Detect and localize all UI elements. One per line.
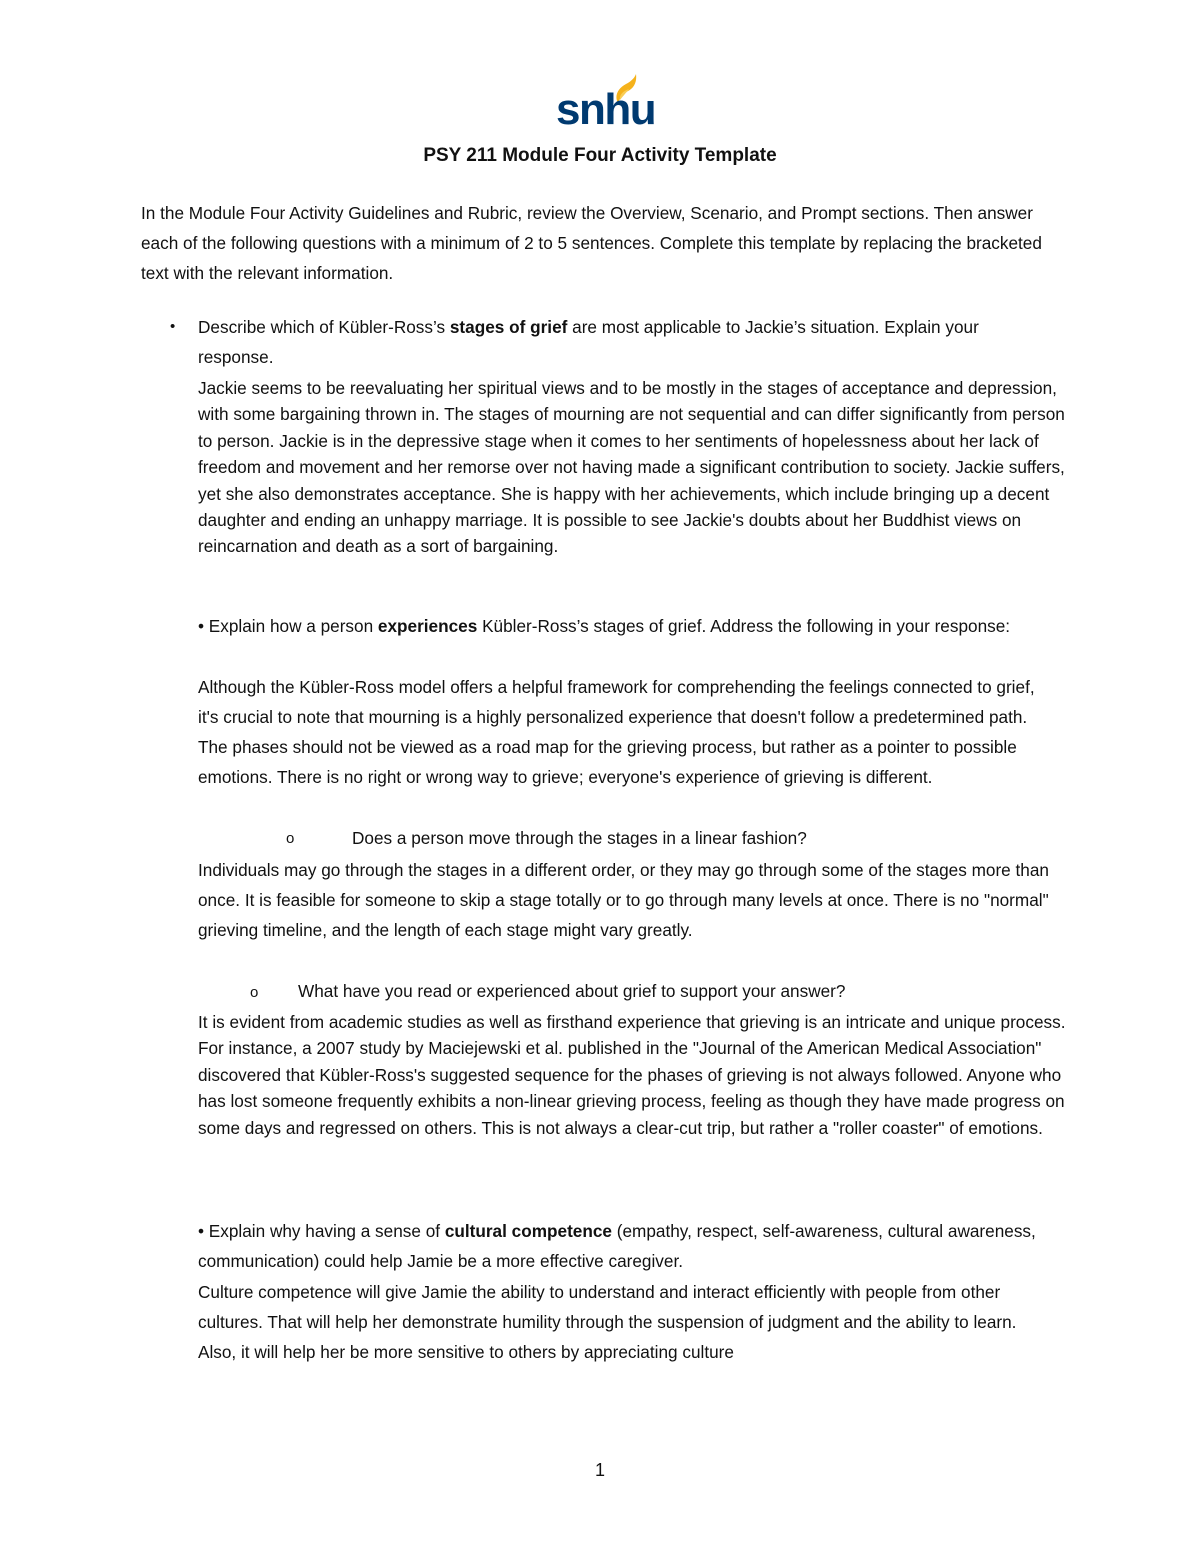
bullet-marker: • — [198, 616, 205, 636]
question-3 — [198, 1216, 1058, 1276]
question-2-prefix: Explain how a person — [204, 616, 378, 636]
answer-2: Although the Kübler-Ross model offers a helpful framework for comprehending the feelings connected to grief, it's crucial to note that mourning is a highly personalized experience that doesn't follow a predetermined path. The phases should not be viewed as a road map for the grieving process, but rather as a pointer to possible emotions. There is no right or wrong way to grieve; everyone's experience of grieving is different. — [198, 677, 1035, 787]
snhu-logo — [556, 74, 656, 134]
question-2 — [198, 611, 1058, 641]
question-1 — [198, 312, 1058, 372]
sub-answer-2: It is evident from academic studies as well as firsthand experience that grieving is an intricate and unique process. For instance, a 2007 study by Maciejewski et al. published in the "Journal of the American Medical Association" discovered that Kübler-Ross's suggested sequence for the phases of grieving is not always followed. Anyone who has lost someone frequently exhibits a non-linear grieving process, feeling as though they have made progress on some days and regressed on others. This is not always a clear-cut trip, but rather a "roller coaster" of emotions. — [198, 1012, 1066, 1138]
sub-answer-1: Individuals may go through the stages in a different order, or they may go through some of the stages more than once. It is feasible for someone to skip a stage totally or to go through many levels at once. There is no "normal" grieving timeline, and the length of each stage might vary greatly. — [198, 860, 1049, 940]
bullet-marker: • — [198, 1221, 205, 1241]
question-1-suffix: are most applicable to Jackie’s situation. Explain your response. — [198, 317, 979, 367]
question-1-bold: stages of grief — [449, 317, 568, 337]
question-3-suffix: (empathy, respect, self-awareness, cultural awareness, communication) could help Jamie be a more effective caregiver. — [198, 1221, 1036, 1271]
logo-wordmark: snhu — [556, 85, 656, 134]
sub-question-1: Does a person move through the stages in a linear fashion? — [352, 828, 807, 848]
bullet-marker: • — [170, 318, 176, 335]
sub-question-2: What have you read or experienced about grief to support your answer? — [298, 981, 846, 1001]
page-title: PSY 211 Module Four Activity Template — [423, 145, 777, 166]
sub-bullet-marker: o — [286, 830, 295, 847]
question-2-suffix: Kübler-Ross’s stages of grief. Address the following in your response: — [477, 616, 1011, 636]
sub-bullet-marker: o — [250, 984, 259, 1001]
question-3-bold: cultural competence — [444, 1221, 612, 1241]
question-3-prefix: Explain why having a sense of — [204, 1221, 445, 1241]
question-2-bold: experiences — [377, 616, 478, 636]
answer-3: Culture competence will give Jamie the ability to understand and interact efficiently with people from other cultures. That will help her demonstrate humility through the suspension of judgment and the ability to learn. Also, it will help her be more sensitive to others by appreciating culture — [198, 1282, 1017, 1362]
question-1-prefix: Describe which of Kübler-Ross’s — [198, 317, 450, 337]
intro-paragraph: In the Module Four Activity Guidelines and Rubric, review the Overview, Scenario, and Prompt sections. Then answer each of the following questions with a minimum of 2 to 5 sentences. Complete this template by replacing the bracketed text with the relevant information. — [141, 203, 1042, 283]
answer-1: Jackie seems to be reevaluating her spiritual views and to be mostly in the stages of acceptance and depression, with some bargaining thrown in. The stages of mourning are not sequential and can differ significantly from person to person. Jackie is in the depressive stage when it comes to her sentiments of hopelessness about her lack of freedom and movement and her remorse over not having made a significant contribution to society. Jackie suffers, yet she also demonstrates acceptance. She is happy with her achievements, which include bringing up a decent daughter and ending an unhappy marriage. It is possible to see Jackie's doubts about her Buddhist views on reincarnation and death as a sort of bargaining. — [198, 378, 1065, 557]
page-number: 1 — [594, 1460, 605, 1480]
